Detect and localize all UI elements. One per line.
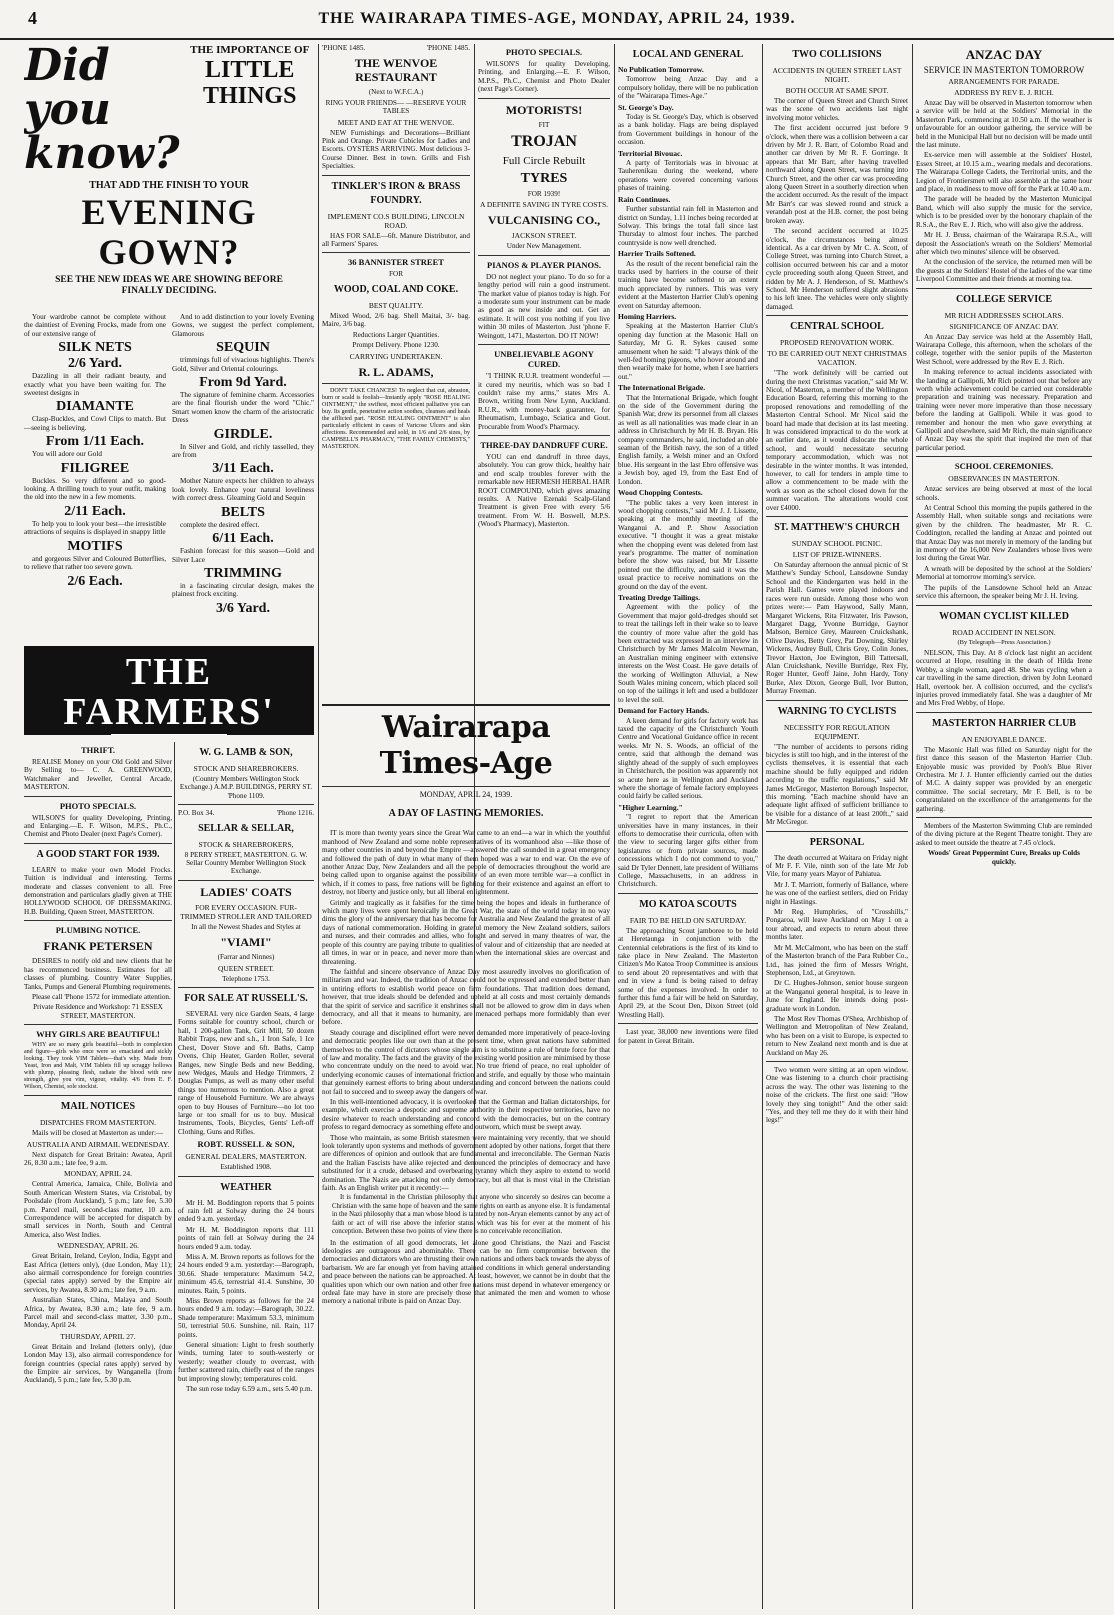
ad-text: "I THINK R.U.R. treatment wonderful —it cured my neuritis, which was so bad I couldn't raise my arms," states Mrs A. Brown, writing from New Lynn, Auckland. R.U.R., with money-back guarantee, for Rheumatism, Lumbago, Sciatica and Gout. Procurable from Wood's Pharmacy. (478, 372, 610, 431)
subheading: GENERAL DEALERS, MASTERTON. (185, 1152, 307, 1162)
subheading: St. George's Day. (618, 102, 674, 112)
ad-text: YOU can end dandruff in three days, absolutely. You can grow thick, healthy hair and end scalp troubles forever with the remarkable new HERMESH HERBAL HAIR ROOT COMPOUND, which gives amazing results. A Native Ezenaki Scalp-Gland Treatment is given Free with every 5/6 treatment. From W. H. Boswell, M.P.S. (Wood's Pharmacy), Masterton. (478, 452, 610, 529)
subheading: ROAD ACCIDENT IN NELSON. (952, 627, 1056, 637)
ad-text: trimmings full of vivacious highlights. There's Gold, Silver and Oriental colourings. (172, 356, 314, 373)
masthead (0, 0, 1114, 40)
farmers-wfca (111, 734, 228, 735)
subheading: PROPOSED RENOVATION WORK. (779, 338, 895, 348)
heading: MASTERTON HARRIER CLUB (932, 717, 1076, 729)
article-text: Members of the Masterton Swimming Club are reminded of the diving picture at the Regent Theatre tonight. They are asked to meet outside the theatre at 7.45 o'clock. (916, 822, 1092, 847)
ad-item: BELTS (221, 504, 265, 520)
heading: TWO COLLISIONS (792, 49, 882, 60)
ad-text: Under New Management. (506, 242, 582, 251)
heading: PLUMBING NOTICE. (55, 925, 141, 936)
article-text: (By Telegraph—Press Association.) (957, 638, 1051, 646)
ad-text: RING YOUR FRIENDS— —RESERVE YOUR TABLES (325, 98, 467, 116)
column-rule (318, 44, 319, 1609)
subheading: IMPLEMENT CO.S BUILDING, LINCOLN ROAD. (327, 211, 465, 230)
article-text: The Masonic Hall was filled on Saturday night for the first dance this season of the Masterton Harrier Club. Enjoyable music was provided by Pooh's Blue River Orchestra. Mr J. J. Hunter efficiently carried out the duties of M.C. A dainty supper was provided by an energetic committee. The social secretary, Mr F. Bell, is to be congratulated on the excellence of the arrangements for the gathering. (916, 745, 1092, 813)
page-title: THE WAIRARAPA TIMES-AGE, MONDAY, APRIL 24, 1939. (318, 10, 796, 27)
subheading: CARRYING UNDERTAKEN. (349, 351, 443, 361)
article-text: On Saturday afternoon the annual picnic of St Matthew's Sunday School, Lansdowne Sunday School and the Kindergarten was held in the Parish Hall. Games were played indoors and races were run outside. Among those who won prizes were:— Pam Haywood, Sally Mann, Margaret Wickens, Rita Fitzwater, Iris Pawson, Margaret Dagg, Yvonne Burridge, Gaynor Mabson, Bernice Grey, Maureen Cruickshank, Olive Davies, Betty Grey, Pat Downing, Shirley Wickens, Audrey Bull, Chris Grey, Colin Jones, Trevor Haxton, Joe Ewington, Bill Tattersall, Alan Cruickshank, Neville Burridge, Rex Fly, Roger Hunter, Geoff Jaine, John Hardy, Tony Burke, Alex Dixon, George Bull, Ivor Button, Murray Freeman. (766, 561, 908, 696)
article-text: Mr Reg. Humphries, of "Crosshills," Pongaroa, will leave Auckland on May 1 on a tour abroad, and expects to return about three months later. (766, 908, 908, 942)
ad-text: FOR (389, 270, 403, 279)
subheading: MR RICH ADDRESSES SCHOLARS. (944, 310, 1064, 320)
heading: PHOTO SPECIALS. (59, 800, 137, 811)
business-ads-lower (178, 742, 314, 1609)
article-text: The parade will be headed by the Masterton Municipal Band, which will also supply the music for the service, which is to be presided over by the honorary chaplain of the R.S.A., the Rev E. J. Rich, who will also give the address. (916, 195, 1092, 229)
ad-text: WHY are so many girls beautiful—both in complexion and figure—girls who once were so emaciated and sickly looking. They took VIM Tablets—that's why. Made from Yeast, Iron and Malt, VIM Tablets fill up scraggy hollows with plump, pleasing flesh, radiate the blood with new strength, give you vim, vigour, vitality. 4/6 from E. F. Wilson, Chemist, sole stockist. (24, 1042, 172, 1091)
heading: THRIFT. (80, 745, 116, 755)
ad-text: In Silver and Gold, and richly tasselled, they are from (172, 442, 314, 460)
heading: PIANOS & PLAYER PIANOS. (487, 259, 601, 270)
heading: A GOOD START FOR 1939. (36, 848, 160, 860)
article-text: Mr H. M. Boddington reports that 5 points of rain fell at Solway during the 24 hours ended 9 a.m. yesterday. (178, 1198, 314, 1224)
article-text: The corner of Queen Street and Church Street was the scene of two accidents last night involving motor vehicles. (766, 97, 908, 122)
article-text: At Central School this morning the pupils gathered in the Assembly Hall, when suitable songs and recitations were given by the children. The headmaster, Mr R. C. Coddington, recalled the landing at Anzac and pointed out that Anzac Day was not merely in memory of the landing but in memory of the 16,000 New Zealanders whose lives were lost during the Great War. (916, 504, 1092, 563)
ad-item: SILK NETS (58, 340, 132, 356)
ad-evening-gown: EVENING GOWN? (81, 192, 257, 272)
specials-ads (478, 44, 610, 695)
article-text: At the conclusion of the service, the returned men will be the guests at the Soldiers' Hostel of the ladies of the war time Liverpool Committee and their friends at morning tea. (916, 258, 1092, 284)
editorial-text: Steady courage and disciplined effort were never demanded more imperatively of peace-loving and democratic peoples like our own than at the present time, when great nations have submitted themselves to the control of dictators whose single aim is to substitute a rule of brute force for that of law and morality. The facts and the gravity of the existing world position are minimised by those who concentrate unduly on the need to avoid war. No true friend of peace, no real upholder of underlying economic causes of international friction and strife, and equally by those who maintain that genuinely earnest efforts to bring about understanding and concord between the nations could not fail to succeed and to sweep away the dangers of war. (322, 1028, 610, 1096)
farmers-name: THE FARMERS' (63, 651, 275, 733)
subheading: ADDRESS BY REV E. J. RICH. (954, 88, 1054, 97)
farmers-banner-wrap (24, 640, 314, 735)
column-rule (614, 44, 615, 1609)
ad-text: and gorgeous Silver and Coloured Butterflies, to relieve that rather too severe gown. (24, 554, 166, 572)
subheading: SUNDAY SCHOOL PICNIC. (791, 539, 883, 549)
article-text: The sun rose today 6.59 a.m., sets 5.40 p.m. (186, 1385, 313, 1394)
article-text: Mails will be closed at Masterton as under:— (32, 1129, 164, 1138)
heading: FOR SALE AT RUSSELL'S. (184, 993, 308, 1005)
article-text: An Anzac Day service was held at the Assembly Hall, Wairarapa College, this afternoon, when the scholars of the college, together with the senior pupils of the Masterton West School, were addressed by the Rev E. J. Rich. (916, 332, 1092, 366)
ad-text: DESIRES to notify old and new clients that he has recommenced business. Estimates for all classes of plumbing. Country Water Supplies, Tanks, Pumps and General Plumbing requirements. (24, 957, 172, 991)
ad-text: Established 1908. (220, 1163, 272, 1172)
heading: SELLAR & SELLAR, (198, 822, 294, 834)
article-text: "I regret to report that the American universities have in many instances, in their efforts to democratise their curricula, often with the view to securing larger gifts either from legislatures or from private sources, made concessions which I do not commend to you," said Dr Tyler Dennett, late president of Williams College, Massachusetts, in an address in Christchurch. (618, 813, 758, 889)
ad-little-things: LITTLE THINGS (203, 57, 297, 109)
article-text: Mr J. T. Marriott, formerly of Ballance, where he was one of the earliest settlers, died on Friday night in Hastings. (766, 880, 908, 906)
ad-price: 2/6 Each. (67, 573, 123, 589)
article-text: A party of Territorials was in bivouac at Tauherenikau during the weekend, where operations were covered concerning various phases of training. (618, 159, 758, 193)
ad-text: Your wardrobe cannot be complete without the daintiest of Evening Frocks, made from one of our extensive range of (24, 313, 166, 338)
heading: WOOD, COAL AND COKE. (333, 283, 459, 295)
classifieds-column (24, 742, 172, 1609)
column-rule (762, 44, 763, 1609)
column-rule (174, 742, 175, 1609)
ad-text: (Next to W.F.C.A.) (368, 88, 424, 97)
heading: WHY GIRLS ARE BEAUTIFUL! (36, 1029, 160, 1040)
ad-item: GIRDLE. (213, 426, 273, 442)
subheading: ACCIDENTS IN QUEEN STREET LAST NIGHT. (772, 66, 902, 84)
subheading: WEDNESDAY, APRIL 26. (57, 1241, 139, 1251)
ad-price: 2/11 Each. (64, 503, 126, 519)
ad-text: 'Phone 1216. (276, 809, 314, 818)
subheading: THURSDAY, APRIL 27. (60, 1331, 136, 1341)
article-text: NELSON, This Day. At 8 o'clock last night an accident occurred at Hope, resulting in the death of Hilda Irene Webby, a single woman, aged 48. She was cycling when a car travelling in the same direction, driven by John Leonard Hall, overtook her. A collision occurred, and the cyclist's injuries proved immediately fatal. She was a daughter of Mr and Mrs Fred Webby, of Hope. (916, 648, 1092, 708)
subheading: BEST QUALITY. (368, 300, 424, 310)
article-text: General situation: Light to fresh southerly winds, turning later to south-westerly or westerly; weather cloudy to overcast, with further scattered rain, chiefly east of the ranges but improving slowly; temperatures cold. (178, 1341, 314, 1383)
heading: COLLEGE SERVICE (955, 293, 1053, 305)
column-rule (912, 44, 913, 1609)
ad-text: The signature of feminine charm. Accessories are the final flourish under the word "Chic." Smart women know the charm of the aristocratic Dress (172, 391, 314, 425)
subheading: MONDAY, APRIL 24. (63, 1169, 133, 1179)
heading: ANZAC DAY (965, 47, 1043, 62)
subheading: FAIR TO BE HELD ON SATURDAY. (629, 915, 747, 925)
article-text: Dr C. Hughes-Johnson, senior house surgeon at the Wanganui general hospital, is to leave in June for England. He intends doing post-graduate work in London. (766, 979, 908, 1013)
article-text: As the result of the recent beneficial rain the tracks used by harriers in the course of their training have become softened to an extent much appreciated by runners. This was very evident at the Masterton Harrier Club's opening event on Saturday afternoon. (618, 259, 758, 310)
article-text: Miss Brown reports as follows for the 24 hours ended 9 a.m. today:—Barograph, 30.22. Shade temperature: Maximum 53.3, minimum 50, terrestrial 50.6. Sunshine, nil. Rain, 117 points. (178, 1297, 314, 1339)
ad-text: complete the desired effect. (180, 520, 260, 529)
editorial-text: Those who maintain, as some British statesmen were maintaining very recently, that we should look tolerantly upon systems and methods of government adopted by other nations, forget that there are differences of opinion and outlook that are fundamental and irreconcilable. The German Nazis and the Italian Fascists have alike rejected and denounced the principles of democracy and have substituted for it a crude, debased and overbearing tyranny which they aspire to extend to world domination. The Nazis are attacking not only democracy, but all that is most vital in the Christian faith. As an English writer put it recently:— (322, 1133, 610, 1193)
heading: WARNING TO CYCLISTS (777, 705, 897, 717)
heading: WOMAN CYCLIST KILLED (939, 610, 1069, 622)
subheading: LIST OF PRIZE-WINNERS. (792, 550, 882, 560)
nameplate: Wairarapa Times-Age (379, 710, 553, 781)
subheading: DISPATCHES FROM MASTERTON. (39, 1118, 157, 1128)
article-text: A keen demand for girls for factory work has taxed the capacity of the Christchurch Youth Centre and Vocational Guidance office in recent weeks. Mr N. S. Woods, an official of the centre, said that although the demand was slightly ahead of the supply of such employees in Christchurch, the position was apparently not so acute here as in Wellington and Auckland where the shortage of female factory employees could fairly be called serious. (618, 716, 758, 801)
subheading: A DEFINITE SAVING IN TYRE COSTS. (479, 200, 609, 210)
heading: TYRES (520, 171, 568, 187)
heading: PHOTO SPECIALS. (505, 47, 583, 57)
heading: ST. MATTHEW'S CHURCH (774, 522, 900, 534)
ad-text: Clasp-Buckles, and Cowl Clips to match. But—seeing is believing. (24, 415, 166, 432)
ad-text: Reductions Larger Quantities. (352, 330, 440, 339)
news-column-7 (916, 44, 1092, 1609)
heading: LADIES' COATS (200, 884, 292, 899)
article-text: Two women were sitting at an open window. One was listening to a church choir practising across the way. The other was listening to the noise of the crickets. The first one said: "How lovely they sing tonight!" And the other said: "Yes, and they tell me they do it with their hind legs!" (766, 1065, 908, 1125)
subheading: QUEEN STREET. (217, 963, 275, 973)
article-text: The Most Rev Thomas O'Shea, Archbishop of Wellington and Metropolitan of New Zealand, who has been on a visit to Europe, is expected to return to New Zealand next month and is due at Auckland on May 26. (766, 1014, 908, 1057)
subheading: ARRANGEMENTS FOR PARADE. (948, 77, 1060, 86)
article-text: Australian States, China, Malaya and South Africa, by Awatea, 8.30 a.m.; late fee, 9 a.m. Parcel mail and second-class matter, 3.30 p.m., Monday, April 24. (24, 1296, 172, 1330)
ad-price: From 1/11 Each. (45, 434, 145, 450)
ad-text: (Farrar and Ninnes) (217, 953, 275, 962)
article-text: "The public takes a very keen interest in wood chopping contests," said Mr J. J. Lissette, speaking at the monthly meeting of the Wanganui A. and P. Show Association executive. "I thought it was a great mistake when the chopping event was deleted from last year's programme. The matter of nomination before the show was raised, but Mr Lissette pointed out the difficulty, and said it was the usual practice to receive nominations on the ground on the day of the event. (618, 498, 758, 591)
subheading: OBSERVANCES IN MASTERTON. (948, 474, 1060, 484)
subheading: "Higher Learning." (618, 802, 683, 812)
heading: SCHOOL CEREMONIES. (954, 461, 1054, 472)
article-text: Next dispatch for Great Britain: Awatea, April 26, 8.30 a.m.; late fee, 9 a.m. (24, 1150, 172, 1167)
article-text: Miss A. M. Brown reports as follows for the 24 hours ended 9 a.m. yesterday:—Barograph, 30.66. Shade temperature: Maximum 54.2, minimum 45.6, terrestrial 41.4. Sunshine, 30 minutes. Rain, 5 points. (178, 1253, 314, 1295)
heading: ROBT. RUSSELL & SON, (197, 1139, 295, 1150)
editorial-headline: A DAY OF LASTING MEMORIES. (388, 808, 544, 820)
heading: TINKLER'S IRON & BRASS FOUNDRY. (331, 180, 461, 206)
editorial-text: The faithful and sincere observance of Anzac Day most assuredly involves no glorification of militarism and war. Indeed, the tradition of Anzac could not be expressed and extended better than in untiring efforts to establish world peace on firm foundations. That tradition does demand, however, that true ideals should be defended and upheld at all costs and most certainly demands that the spirit of service and sacrifice it enshrines shall not be allowed to grow dim in days when democracy, and all that it means to humanity, are menaced perhaps more formidably than ever before. (322, 967, 610, 1027)
heading: UNBELIEVABLE AGONY CURED. (494, 349, 594, 370)
article-text: Great Britain, Ireland, Ceylon, India, Egypt and East Africa (letters only), (due London, May 11); also airmail correspondence for foreign countries (special rates apply) served by the Empire air services, by Awatea, 8.30 a.m.; late fee, 9 a.m. (24, 1252, 172, 1294)
heading: 36 BANNISTER STREET (348, 257, 444, 268)
ad-importance: THE IMPORTANCE OF (190, 44, 310, 56)
subheading: SIGNIFICANCE OF ANZAC DAY. (949, 321, 1059, 331)
editorial (322, 700, 610, 1609)
ad-text: Buckles. So very different and so good-looking. A thrilling touch to your outfit, making the old into the new in a few moments. (24, 476, 166, 502)
heading: MO KATOA SCOUTS (639, 898, 737, 910)
ad-text: (Country Members Wellington Stock Exchange.) A.M.P. BUILDINGS, PERRY ST. 'Phone 1109. (179, 775, 313, 800)
ad-text: HAS FOR SALE—6ft. Manure Distributor, and all Farmers' Spares. (322, 231, 470, 249)
local-and-general (618, 44, 758, 1609)
ad-text: SEVERAL very nice Garden Seats, 4 large Forms suitable for country school, church or hall, 1 200-gallon Tank, Grit Mill, 50 dozen Rabbit Traps, new and s.h., 1 Iron Safe, 1 Ice Chest, Dover Stove and 6ft. Baths, Camp Ovens, Chip Heater, Garden Roller, several Ranges, new Single Beds and new Bedding, new Wedges, Mauls and Hedge Trimmers, 2 Douglas Pumps, as well as many other useful things too numerous to mention. Also a great range of Household Furniture. We are always open to buy Houses of Furniture—no lot too large or too small for us to buy. Musical Instruments, Tools, Bicycles, Gents' Left-off Clothing, Guns and Rifles. (178, 1010, 314, 1136)
business-ads-upper (322, 44, 470, 695)
ad-text: To help you to look your best—the irresistible attractions of sequins is displayed in snappy little (24, 519, 166, 537)
ad-text: FOR 1939! (527, 190, 561, 199)
subheading: BOTH OCCUR AT SAME SPOT. (785, 86, 889, 95)
ad-text: LEARN to make your own Model Frocks. Tuition is individual and interesting. Terms moderate and classes convenient to all. Free demonstration and particulars gladly given at THE HOLLYWOOD SCHOOL OF DRESSMAKING. H.B. Building, Queen Street, MASTERTON. (24, 865, 172, 916)
farmers-banner (24, 646, 314, 735)
news-column-6 (766, 44, 908, 1609)
heading: R. L. ADAMS, (358, 364, 434, 379)
heading: CENTRAL SCHOOL (790, 321, 884, 333)
ad-item: MOTIFS (67, 538, 123, 554)
ad-text: FIT (538, 120, 550, 129)
ad-text: REALISE Money on your Old Gold and Silver By Selling to— C. A. GREENWOOD, Watchmaker and Jeweller, Central Arcade, MASTERTON. (24, 758, 172, 792)
ad-text: DON'T TAKE CHANCES! To neglect that cut, abrasion, burn or scald is foolish—Instantly apply "ROSE HEALING OINTMENT," the swiftest, most efficient palliative you can buy. Its gentle, penetrative action soothes, cleanses and heals the afflicted part. "ROSE HEALING OINTMENT" is also particularly efficient in cases of Varicose Ulcers and skin affections. Recommended and sold, in 1/6 and 2/6 sizes, by CAMPBELL'S PHARMACY, "THE FAMILY CHEMISTS," MASTERTON. (322, 387, 470, 450)
ad-text: Prompt Delivery. Phone 1230. (352, 341, 440, 350)
ad-text: P.O. Box 34. (178, 809, 215, 818)
article-text: In making reference to actual incidents associated with the landing at Gallipoli, Mr Rich pointed out that before any worth while achievement could be carried out considerable preparation and training was necessary. Preparation and training were never more imperative than those necessary before the landing at Gallipoli. While it was good to remember and honour the men who gave everything at Gallipoli and elsewhere, said Mr Rich, the main significance of Anzac Day was the spirit that inspired the men of that particular period. (916, 368, 1092, 452)
page-number: 4 (28, 8, 37, 28)
heading: WEATHER (220, 1181, 272, 1193)
article-text: Mr H. J. Bruss, chairman of the Wairarapa R.S.A., will deposit the Association's wreath on the Soldiers' Memorial after which two minutes' silence will be observed. (916, 231, 1092, 256)
article-text: Great Britain and Ireland (letters only), (due London May 13), also airmail correspondence for foreign countries (special rates apply) served by the Empire air services, by Wanganella (from Auckland), 5 p.m.; late fee, 5.30 p.m. (24, 1342, 172, 1385)
evening-gown-ad (24, 44, 314, 313)
ad-item: FILIGREE (60, 460, 130, 476)
subheading: Wood Chopping Contests. (618, 488, 703, 498)
ad-finish: THAT ADD THE FINISH TO YOUR (89, 180, 249, 191)
article-text: The first accident occurred just before 9 o'clock, when there was a collision between a car driven by Mr J. R. Barr, of Colombo Road and another car driven by Mr R. F. Gorringe. It appears that Mr Barr, after having travelled northward along Queen Street, was turning into Church Street, and the other car was proceeding along Queen Street in a southerly direction when the accident occurred. As the result of the impact Mr Barr's car was slewed round and struck a verandah post at the H.B. corner, the post being broken away. (766, 124, 908, 225)
ad-price: 2/6 Yard. (68, 356, 122, 372)
heading: FRANK PETERSEN (43, 939, 153, 954)
subheading: SERVICE IN MASTERTON TOMORROW (923, 65, 1085, 75)
article-text: Further substantial rain fell in Masterton and district on Sunday, 1.11 inches being recorded at Solway. This brings the total fall since last Thursday to almost four inches. The parched countryside is now well drenched. (618, 205, 758, 247)
ad-text: in a fascinating circular design, makes the plainest frock exciting. (172, 581, 314, 599)
ad-text: 8 PERRY STREET, MASTERTON. G. W. Sellar Country Member Wellington Stock Exchange. (184, 850, 308, 876)
subheading: FOR EVERY OCCASION. FUR-TRIMMED STROLLER AND TAILORED (180, 902, 312, 921)
article-text: "The work definitely will be carried out during the next Christmas vacation," said Mr W. Nicol, of Masterton, a member of the Wellington Education Board, referring this morning to the proposed renovations and remodelling of the Masterton Central School. Mr Nicol said the board had made that decision at its last meeting. It was considered impractical to do the work at an earlier date, as it would dislocate the whole school, and would necessitate securing temporary accommodation, which was not desirable in the winter months. It was intended, however, to call for tenders in ample time to allow a commencement to be made with the work as soon as the school closed down for the summer vacation. The alterations would cost over £4000. (766, 369, 908, 512)
subheading: MEET AND EAT AT THE WENVOE. (337, 117, 455, 127)
ad-item: SEQUIN (216, 340, 270, 356)
ad-text: And to add distinction to your lovely Evening Gowns, we suggest the perfect complement, Glamorous (172, 313, 314, 338)
ad-price: From 9d Yard. (199, 375, 287, 391)
ad-text: Telephone 1753. (222, 974, 270, 983)
ad-text: Full Circle Rebuilt (502, 155, 586, 168)
heading: MAIL NOTICES (60, 1101, 136, 1113)
subheading: Harrier Trails Softened. (618, 249, 696, 259)
article-text: Last year, 38,000 new inventions were filed for patent in Great Britain. (618, 1028, 758, 1045)
heading: MOTORISTS! (505, 102, 583, 117)
article-text: Agreement with the policy of the Government that major gold-dredges should set to treat the tailings left in their wake so to leave the country of more value after the gold has been extracted was expressed in an interview in Christchurch by Mr James Malcolm Newman, an Australian mining engineer with extensive interests on the West Coast. He gave details of the working of Wellington Alluvial, a New South Wales mining concern, which placed soil on top of the tailings it left and used a bulldozer to level the soil. (618, 603, 758, 704)
article-text: Speaking at the Masterton Harrier Club's opening day function at the Masonic Hall on Saturday, Mr G. R. Sykes caused some amusement when he said: "I always think of the well-fed homing pigeons, who hover around and then wearily make for home, when I see harriers out." (618, 322, 758, 381)
editorial-text: Grimly and tragically as it falsifies for the time being the hopes and ideals in furtherance of which many lives were spent heroically in the Great War, the state of the world today in no way dims the glory of the anniversary that has become for Australia and New Zealand the greatest of all days of national commemoration. Holding in grateful memory the New Zealand soldiers, sailors and nurses, and their comrades and allies, who fought and served in many theatres of war, the people of this country are paying tribute to qualities of valour and of citizenship that are needed at all times, in war or in peace, and never more than when the international skies are overcast and threatening. (322, 898, 610, 966)
subheading: No Publication Tomorrow. (618, 65, 704, 74)
subheading: STOCK & SHAREBROKERS, (198, 839, 294, 849)
subheading: Treating Dredge Tailings. (618, 592, 701, 602)
article-text: Mr M. McCalmont, who has been on the staff of the Masterton branch of the Para Rubber Co., Ltd., has joined the firm of Messrs Wright, Stephenson, Ltd., at Greytown. (766, 943, 908, 977)
article-text: Ex-service men will assemble at the Soldiers' Hostel, Essex Street, at 10.15 a.m., wearing medals and decorations. The Wairarapa College Cadets, the Territorial units, and the Legion of Frontiersmen will also assemble at the same hour and place, in readiness to move off for the Park at 10.40 a.m. (916, 151, 1092, 194)
subheading: The International Brigade. (618, 383, 706, 393)
heading: THREE-DAY DANDRUFF CURE. (480, 439, 608, 450)
subheading: Rain Continues. (618, 194, 671, 204)
subheading: Homing Harriers. (618, 311, 677, 321)
subheading: TO BE CARRIED OUT NEXT CHRISTMAS VACATION. (767, 349, 907, 368)
ad-price: 3/11 Each. (212, 461, 274, 477)
ad-price: 3/6 Yard. (216, 600, 270, 616)
ad-text: 'PHONE 1485. (322, 44, 366, 52)
article-text: That the International Brigade, which fought on the side of the Government during the Spanish War, drew its personnel from all classes as well as all nationalities was made clear in an address in Christchurch by Mr H. B. Bryan. His company commanders, he said, included an able seaman of the British navy, the son of a titled English family, a Welsh miner and an Oxford blue. His sergeant in the last Ebro offensive was a Jewish boy, aged 19, from the East End of London. (618, 393, 758, 486)
article-text: The pupils of the Lansdowne School held an Anzac service this afternoon, the speaker being Mr J. H. Irving. (916, 583, 1092, 601)
heading: W. G. LAMB & SON, (199, 747, 293, 758)
ad-text: Dazzling in all their radiant beauty, and exactly what you have been waiting for. The sweetest designs in (24, 372, 166, 398)
editorial-quote: It is fundamental in the Christian philosophy that anyone who sincerely so desires can become a Christian with the same hope of heaven and the same rights on earth as anyone else. It is fundamental in the Nazi philosophy that a man whose blood is tainted by non-Aryan elements cannot by any act of faith or act of will rise above the inferior status which was his for ever at the moment of his conception. Between these two points of view there is no conceivable reconciliation. (332, 1194, 610, 1236)
ad-item: DIAMANTE (56, 399, 134, 415)
ad-see: SEE THE NEW IDEAS WE ARE SHOWING BEFORE FINALLY DECIDING. (55, 275, 283, 296)
article-text: Central America, Jamaica, Chile, Bolivia and South American Western States, via Cristobal, by Poolsdale (from Auckland), 5 p.m.; late fee, 5.30 p.m. Parcel mail, second-class matter, 10 a.m. Correspondence will be accepted for dispatch by small services in North, South and Central America, also West Indies. (24, 1180, 172, 1239)
ad-headline: Did you know? (24, 44, 180, 179)
ad-text: WILSON'S for quality Developing, Printing, and Enlarging.—E. F. Wilson, M.P.S., Ph.C., Chemist and Photo Dealer (next Page's Corner). (24, 813, 172, 839)
subheading: STOCK AND SHAREBROKERS. (193, 764, 299, 773)
article-text: Today is St. George's Day, which is observed as a bank holiday. Flags are being displayed from Government buildings in honour of the occasion. (618, 113, 758, 147)
article-text: Anzac Day will be observed in Masterton tomorrow when a service will be held at the Soldiers' Memorial in the Masterton Park, commencing at 10.50 a.m. If the weather is unfavourable for an outdoor gathering, the service will be held in the Municipal Hall but no decision will be made until the last minute. (916, 99, 1092, 150)
subheading: AUSTRALIA AND AIRMAIL WEDNESDAY. (26, 1139, 170, 1149)
editorial-text: In this well-intentioned advocacy, it is overlooked that the German and Italian dictatorships, for example, which exercise a despotic and supreme authority in their respective territories, have no desire whatever to reach understanding and concord with the democracies, but on the contrary profess to regard democracy as something effete and outworn, which must be swept away. (322, 1098, 610, 1132)
ad-item: TRIMMING (204, 565, 282, 581)
editorial-text: IT is more than twenty years since the Great War came to an end—a war in which the youthful manhood of New Zealand and some noble representatives of its womanhood also —like those of many other countries in and beyond the Empire —answered the call sounded in a great emergency and followed the path of duty in what many of them hoped was a war to end war. On the eve of another Anzac Day, New Zealanders and all the people of democracies throughout the world are being called upon to organise against the possibility of an even more terrible war—a conflict in which, if it comes to pass, free nations will be fighting for their existence and against an effort to destroy, not liberty and justice only, but all liberal enlightenment. (322, 829, 610, 897)
ad-text: NEW Furnishings and Decorations—Brilliant Pink and Orange. Private Cubicles for Ladies and Escorts. OYSTERS ARRIVING. Most delicious 3-Course Dinner. Best in town. Grills and Fish Specialties. (322, 128, 470, 171)
article-text: Anzac services are being observed at most of the local schools. (916, 485, 1092, 502)
article-text: "The number of accidents to persons riding bicycles is still too high, and in the interest of the cyclists themselves, it is essential that each machine should be fully equipped and ridden according to the traffic regulations," said Mr James McGregor, Masterton Borough Inspector, this morning. "Each machine should have an adequate light affixed of sufficient brilliance to be visible for a distance of at least 200ft.," said Mr McGregor. (766, 742, 908, 827)
ad-text: Mother Nature expects her children to always look lovely. Enhance your natural loveliness with correct dress. Gleaming Gold and Sequin (172, 477, 314, 503)
article-text: Mr H. M. Boddington reports that 111 points of rain fell at Solway during the 24 hours ended 9 a.m. today. (178, 1225, 314, 1251)
article-text: The second accident occurred at 10.25 o'clock, the circumstances being almost identical. As a car driven by Mr C. A. Scott, of College Street, was turning into Church Street, a collision occurred between his car and a motor cycle proceeding south along Queen Street, and ridden by Mr A. J. Henderson, of St. Matthew's School. Mr Henderson suffered slight abrasions to his left knee. The vehicles were only slightly damaged. (766, 227, 908, 311)
article-text: The approaching Scout jamboree to be held at Heretaunga in conjunction with the Centennial celebrations is the first of its kind to take place in New Zealand. The Masterton Citizen's Mo Katoa Troop Committee is anxious to send about 20 representatives and with that end in view a fund is being raised to defray some of the expenses involved. In order to further this fund a fair will be held on Saturday, April 29, at the Scout Den, Dixon Street (old Wrestling Hall). (618, 926, 758, 1019)
heading: LOCAL AND GENERAL (632, 49, 744, 60)
subheading: AN ENJOYABLE DANCE. (961, 734, 1047, 744)
heading: "VIAMI" (220, 935, 272, 950)
ad-price: 6/11 Each. (212, 531, 274, 547)
evening-gown-ad-items (24, 313, 314, 635)
heading: PERSONAL (809, 836, 865, 848)
subheading: NECESSITY FOR REGULATION EQUIPMENT. (784, 722, 890, 741)
article-text: A wreath will be deposited by the school at the Soldiers' Memorial at tomorrow morning's service. (916, 564, 1092, 582)
heading: TROJAN (511, 133, 577, 151)
ad-text: WILSON'S for quality Developing, Printing, and Enlarging.—E. F. Wilson, M.P.S., Ph.C., Chemist and Photo Dealer (next Page's Corner). (478, 60, 610, 94)
heading: VULCANISING CO., (487, 213, 601, 228)
article-text: Woods' Great Peppermint Cure, Breaks up Colds quickly. (928, 849, 1080, 866)
ad-text: DO not neglect your piano. To do so for a lengthy period will ruin a good instrument. The market value of pianos today is high. For a moderate sum your instrument can be made as good as new inside and out. Get an estimate. It will cost you nothing if you live within 30 miles of Masterton. Just 'phone F. Weingott, 1471, Masterton. DO IT NOW! (478, 272, 610, 340)
ad-text: Fashion forecast for this season—Gold and Silver Lace (172, 547, 314, 564)
ad-text: 'PHONE 1485. (426, 44, 470, 52)
ad-text: Mixed Wood, 2/6 bag. Shell Maitai, 3/- bag. Maire, 3/6 bag. (322, 311, 470, 329)
subheading: Territorial Bivouac. (618, 148, 683, 158)
heading: THE WENVOE RESTAURANT (354, 56, 438, 85)
editorial-text: In the estimation of all good democrats, let alone good Christians, the Nazi and Fascist ideologies are outrageous and abominable. There can be no firm compromise between the democracies and dictators who are thrusting their own nations and others back towards the abyss of barbarism. We are far enough yet from having attained conditions in which general understanding and peace between the nations can be approached. At least, however, we cannot be in doubt that the qualities upon which our own nation and other free nations must depend in whatever emergency or ordeal fate may have in store are precisely those that animated the men and women to whose memory a national tribute is paid on Anzac Day. (322, 1238, 610, 1306)
article-text: Tomorrow being Anzac Day and a compulsory holiday, there will be no publication of the "Wairarapa Times-Age." (618, 75, 758, 101)
article-text: The death occurred at Waitara on Friday night of Mr F. F. Vile, ninth son of the late Mr Job Vile, for many years Mayor of Pahiatua. (766, 853, 908, 879)
ad-text: You will adore our Gold (32, 450, 102, 459)
ad-text: Private Residence and Workshop: 71 ESSEX STREET, MASTERTON. (33, 1003, 163, 1020)
subheading: Demand for Factory Hands. (618, 706, 709, 716)
subheading: JACKSON STREET. (511, 231, 577, 241)
editorial-date: MONDAY, APRIL 24, 1939. (419, 790, 513, 799)
ad-text: Please call 'Phone 1572 for immediate attention. (32, 992, 171, 1001)
ad-text: In all the Newest Shades and Styles at (191, 922, 301, 931)
